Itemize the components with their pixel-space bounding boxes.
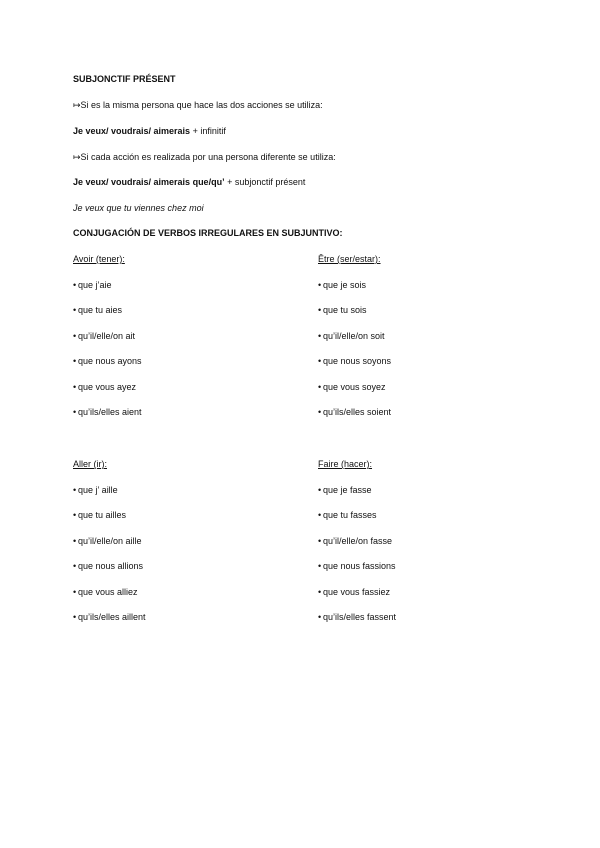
document-title: SUBJONCTIF PRÉSENT xyxy=(73,74,176,84)
formula-infinitive-rest: + infinitif xyxy=(190,126,226,136)
list-item: • que nous fassions xyxy=(318,561,396,571)
list-item: • qu’il/elle/on aille xyxy=(73,536,142,546)
list-item: • que je fasse xyxy=(318,485,372,495)
list-item: • que vous soyez xyxy=(318,382,386,392)
list-item: • qu’il/elle/on soit xyxy=(318,331,385,341)
formula-subjunctive-verbs: Je veux/ voudrais/ aimerais que/qu’ xyxy=(73,177,225,187)
verb-heading-etre: Être (ser/estar): xyxy=(318,254,381,264)
list-item: • qu’ils/elles fassent xyxy=(318,612,397,622)
list-item: • que je sois xyxy=(318,280,367,290)
list-item: • que vous ayez xyxy=(73,382,137,392)
list-item: • que nous ayons xyxy=(73,356,142,366)
conjugation-title: CONJUGACIÓN DE VERBOS IRREGULARES EN SUBJUNTIVO: xyxy=(73,228,343,238)
list-item: • que nous soyons xyxy=(318,356,392,366)
list-item: • qu’il/elle/on ait xyxy=(73,331,136,341)
formula-infinitive-verbs: Je veux/ voudrais/ aimerais xyxy=(73,126,191,136)
list-item: • qu’ils/elles soient xyxy=(318,407,392,417)
formula-subjunctive xyxy=(73,176,305,188)
list-item: • que tu ailles xyxy=(73,510,127,520)
list-item: • qu’ils/elles aient xyxy=(73,407,142,417)
list-item: • que j’ aille xyxy=(73,485,118,495)
list-item: • que vous fassiez xyxy=(318,587,391,597)
formula-infinitive xyxy=(73,125,226,137)
example-sentence: Je veux que tu viennes chez moi xyxy=(73,203,204,213)
verb-heading-faire: Faire (hacer): xyxy=(318,459,373,469)
list-item: • que tu sois xyxy=(318,305,367,315)
list-item: • que tu aies xyxy=(73,305,123,315)
list-item: • que nous allions xyxy=(73,561,144,571)
formula-subjunctive-rest: + subjonctif présent xyxy=(224,177,306,187)
list-item: • qu’ils/elles aillent xyxy=(73,612,146,622)
rule-different-person: ↦Si cada acción es realizada por una persona diferente se utiliza: xyxy=(73,152,336,162)
list-item: • que tu fasses xyxy=(318,510,377,520)
list-item: • que j’aie xyxy=(73,280,112,290)
rule-same-person: ↦Si es la misma persona que hace las dos acciones se utiliza: xyxy=(73,100,323,110)
verb-heading-avoir: Avoir (tener): xyxy=(73,254,125,264)
list-item: • qu’il/elle/on fasse xyxy=(318,536,393,546)
list-item: • que vous alliez xyxy=(73,587,138,597)
verb-heading-aller: Aller (ir): xyxy=(73,459,107,469)
